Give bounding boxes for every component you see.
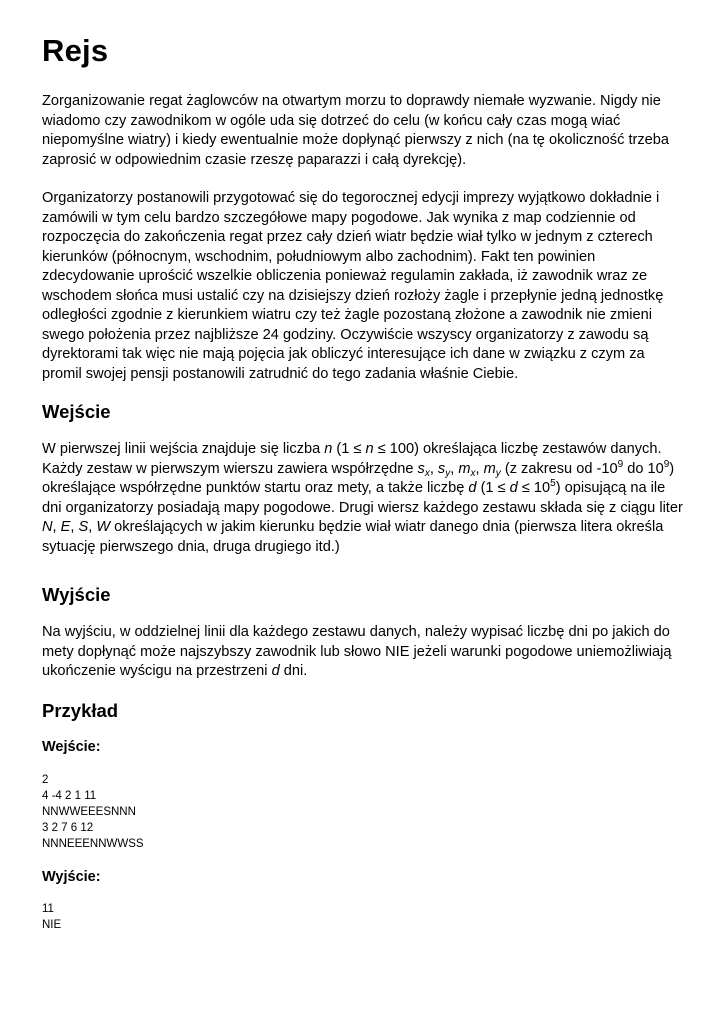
- example-heading: Przykład: [42, 700, 119, 721]
- input-heading: Wejście: [42, 401, 111, 422]
- output-heading: Wyjście: [42, 584, 111, 605]
- example-input-line: 2: [42, 774, 49, 786]
- intro-paragraph-1: Zorganizowanie regat żaglowców na otwartym morzu to doprawdy niemałe wyzwanie. Nigdy nie wiadomo czy zawodnikom w ogóle uda się dotrzeć do celu (w końcu cały czas mogą wiać niepomyślne wiatry) i kiedy ewentualnie może dopłynąć pierwszy z nich (na tę okoliczność trzeba zaprosić w odpowiednim czasie rzeszę paparazzi i całą dyrekcję).: [42, 93, 670, 168]
- example-output-line: 11: [42, 903, 54, 915]
- intro-paragraph-2: Organizatorzy postanowili przygotować się do tegorocznej edycji imprezy wyjątkowo dokładnie i zamówili w tym celu bardzo szczegółowe mapy pogodowe. Jak wynika z map codziennie od rozpoczęcia do zakończenia regat przez cały dzień wiatr będzie wiał tylko w jednym z czterech kierunków (północnym, wschodnim, południowym albo zachodnim). Fakt ten powinien zdecydowanie uprościć wszelkie obliczenia ponieważ regulamin zakłada, iż zawodnik wraz ze wschodem słońca musi ustalić czy na dzisiejszy dzień rozłoży żagle i przepłynie jedną jednostkę odległości zgodnie z kierunkiem wiatru czy też żagle pozostaną złożone a zawodnik nie zmieni swego położenia przez najbliższe 24 godziny. Oczywiście wszyscy organizatorzy z zawodu są dyrektorami tak więc nie mają pojęcia jak obliczyć interesujące ich dane w związku z czym za promil swojej pensji postanowili zatrudnić do tego zadania właśnie Ciebie.: [42, 190, 664, 382]
- example-output-label: Wyjście:: [42, 869, 101, 885]
- example-input-line: 3 2 7 6 12: [42, 822, 94, 834]
- input-description: W pierwszej linii wejścia znajduje się liczba n (1 ≤ n ≤ 100) określająca liczbę zestawów danych. Każdy zestaw w pierwszym wierszu zawiera współrzędne $s_x$, $s_y$, $m_x$, $m_y$ (z zakresu od $-10^9$ do $10^9$) określające współrzędne punktów startu oraz mety, a także liczbę d $(1 \le d \le 10^5)$ opisującą na ile dni organizatorzy posiadają mapy pogodowe. Drugi wiersz każdego zestawu składa się z ciągu liter N, E, S, W określających w jakim kierunku będzie wiał wiatr danego dnia (pierwsza litera określa sytuację pierwszego dnia, druga drugiego itd.): [42, 441, 683, 555]
- example-output-line: NIE: [42, 919, 62, 931]
- example-input-line: 4 -4 2 1 11: [42, 790, 97, 802]
- example-input-line: NNWWEEESNNN: [42, 806, 136, 818]
- example-input-line: NNNEEENNWWSS: [42, 838, 144, 850]
- output-description: Na wyjściu, w oddzielnej linii dla każdego zestawu danych, należy wypisać liczbę dni po jakich do mety dopłynąć może najszybszy zawodnik lub słowo NIE jeżeli warunki pogodowe uniemożliwiają ukończenie wyścigu na przestrzeni d dni.: [42, 624, 672, 679]
- example-output-block: [42, 901, 61, 933]
- page-title: Rejs: [42, 33, 109, 68]
- example-input-block: [42, 772, 144, 852]
- example-input-label: Wejście:: [42, 739, 101, 755]
